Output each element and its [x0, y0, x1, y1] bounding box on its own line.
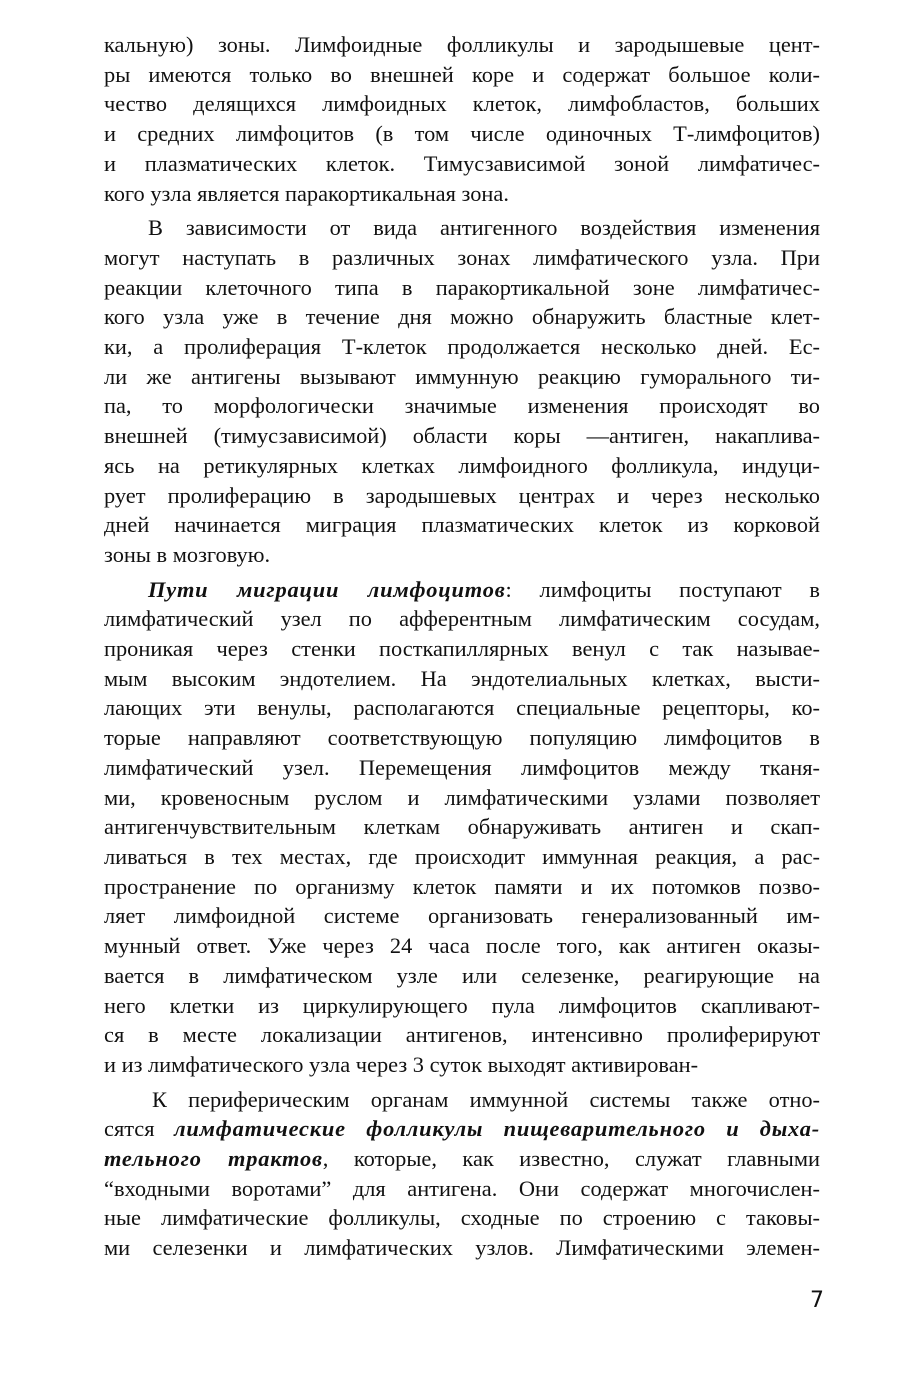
text-run: сятся: [104, 1116, 175, 1142]
text-line: и средних лимфоцитов (в том числе одиночных Т-лимфоцитов): [104, 121, 820, 147]
text-line: чество делящихся лимфоидных клеток, лимфобластов, больших: [104, 91, 820, 117]
text-line: кого узла является паракортикальная зона.: [104, 180, 509, 206]
paragraph-1: [104, 30, 820, 208]
text-line: ливаться в тех местах, где происходит иммунная реакция, а рас-: [104, 843, 820, 869]
text-line: антигенчувствительным клеткам обнаруживать антиген и скап-: [104, 814, 820, 840]
emphasis-term: лимфатические фолликулы пищеварительного и дыха-: [174, 1116, 820, 1142]
text-line: реакции клеточного типа в паракортикальной зоне лимфатичес-: [104, 274, 820, 300]
text-line: кальную) зоны. Лимфоидные фолликулы и зародышевые цент-: [104, 32, 820, 57]
text-line: вается в лимфатическом узле или селезенке, реагирующие на: [104, 962, 820, 988]
text-line: [104, 1114, 820, 1144]
document-page: [104, 30, 820, 1263]
text-line: него клетки из циркулирующего пула лимфоцитов скапливают-: [104, 992, 820, 1018]
text-line: мым высоким эндотелием. На эндотелиальных клетках, высти-: [104, 665, 820, 691]
text-line: внешней (тимусзависимой) области коры —антиген, накаплива-: [104, 423, 820, 449]
text-line: лимфатический узел по афферентным лимфатическим сосудам,: [104, 606, 820, 632]
text-line: и из лимфатического узла через 3 суток выходят активирован-: [104, 1051, 699, 1077]
text-line: ли же антигены вызывают иммунную реакцию гуморального ти-: [104, 363, 820, 389]
text-line: проникая через стенки посткапиллярных венул с так называе-: [104, 636, 820, 662]
emphasis-term: тельного трактов: [104, 1146, 323, 1172]
text-line: ми, кровеносным руслом и лимфатическими узлами позволяет: [104, 784, 820, 810]
text-line: К периферическим органам иммунной системы также отно-: [152, 1086, 820, 1112]
text-line: ры имеются только во внешней коре и содержат большое коли-: [104, 61, 820, 87]
text-run: , которые, как известно, служат главными: [322, 1146, 821, 1172]
text-line: ясь на ретикулярных клетках лимфоидного фолликула, индуци-: [104, 452, 820, 478]
paragraph-2: [104, 213, 820, 569]
text-line: ляет лимфоидной системе организовать генерализованный им-: [104, 903, 820, 929]
text-line: па, то морфологически значимые изменения происходят во: [104, 393, 820, 419]
text-line: мунный ответ. Уже через 24 часа после того, как антиген оказы-: [104, 933, 820, 959]
text-line: дней начинается миграция плазматических клеток из корковой: [104, 512, 820, 538]
emphasis-term: Пути миграции лимфоцитов: [148, 576, 506, 602]
text-line: и плазматических клеток. Тимусзависимой зоной лимфатичес-: [104, 150, 820, 176]
text-line: ные лимфатические фолликулы, сходные по строению с таковы-: [104, 1205, 820, 1231]
text-line: ми селезенки и лимфатических узлов. Лимфатическими элемен-: [104, 1235, 820, 1261]
paragraph-3: [104, 575, 820, 1080]
text-line: [104, 1144, 820, 1174]
paragraph-4: [104, 1085, 820, 1263]
text-line: [104, 575, 820, 605]
page-number: 7: [810, 1288, 824, 1313]
text-line: ки, а пролиферация Т-клеток продолжается несколько дней. Ес-: [104, 334, 820, 360]
text-line: пространение по организму клеток памяти и их потомков позво-: [104, 873, 820, 899]
text-line: лимфатический узел. Перемещения лимфоцитов между тканя-: [104, 754, 820, 780]
text-line: торые направляют соответствующую популяцию лимфоцитов в: [104, 725, 820, 751]
text-line: лающих эти венулы, располагаются специальные рецепторы, ко-: [104, 695, 820, 721]
text-line: В зависимости от вида антигенного воздействия изменения: [148, 215, 820, 241]
text-line: зоны в мозговую.: [104, 541, 271, 567]
text-line: рует пролиферацию в зародышевых центрах и через несколько: [104, 482, 820, 508]
text-line: могут наступать в различных зонах лимфатического узла. При: [104, 244, 820, 270]
text-run: : лимфоциты поступают в: [505, 576, 820, 602]
text-line: ся в месте локализации антигенов, интенсивно пролиферируют: [104, 1022, 820, 1048]
text-line: кого узла уже в течение дня можно обнаружить бластные клет-: [104, 304, 820, 330]
text-line: “входными воротами” для антигена. Они содержат многочислен-: [104, 1175, 820, 1201]
